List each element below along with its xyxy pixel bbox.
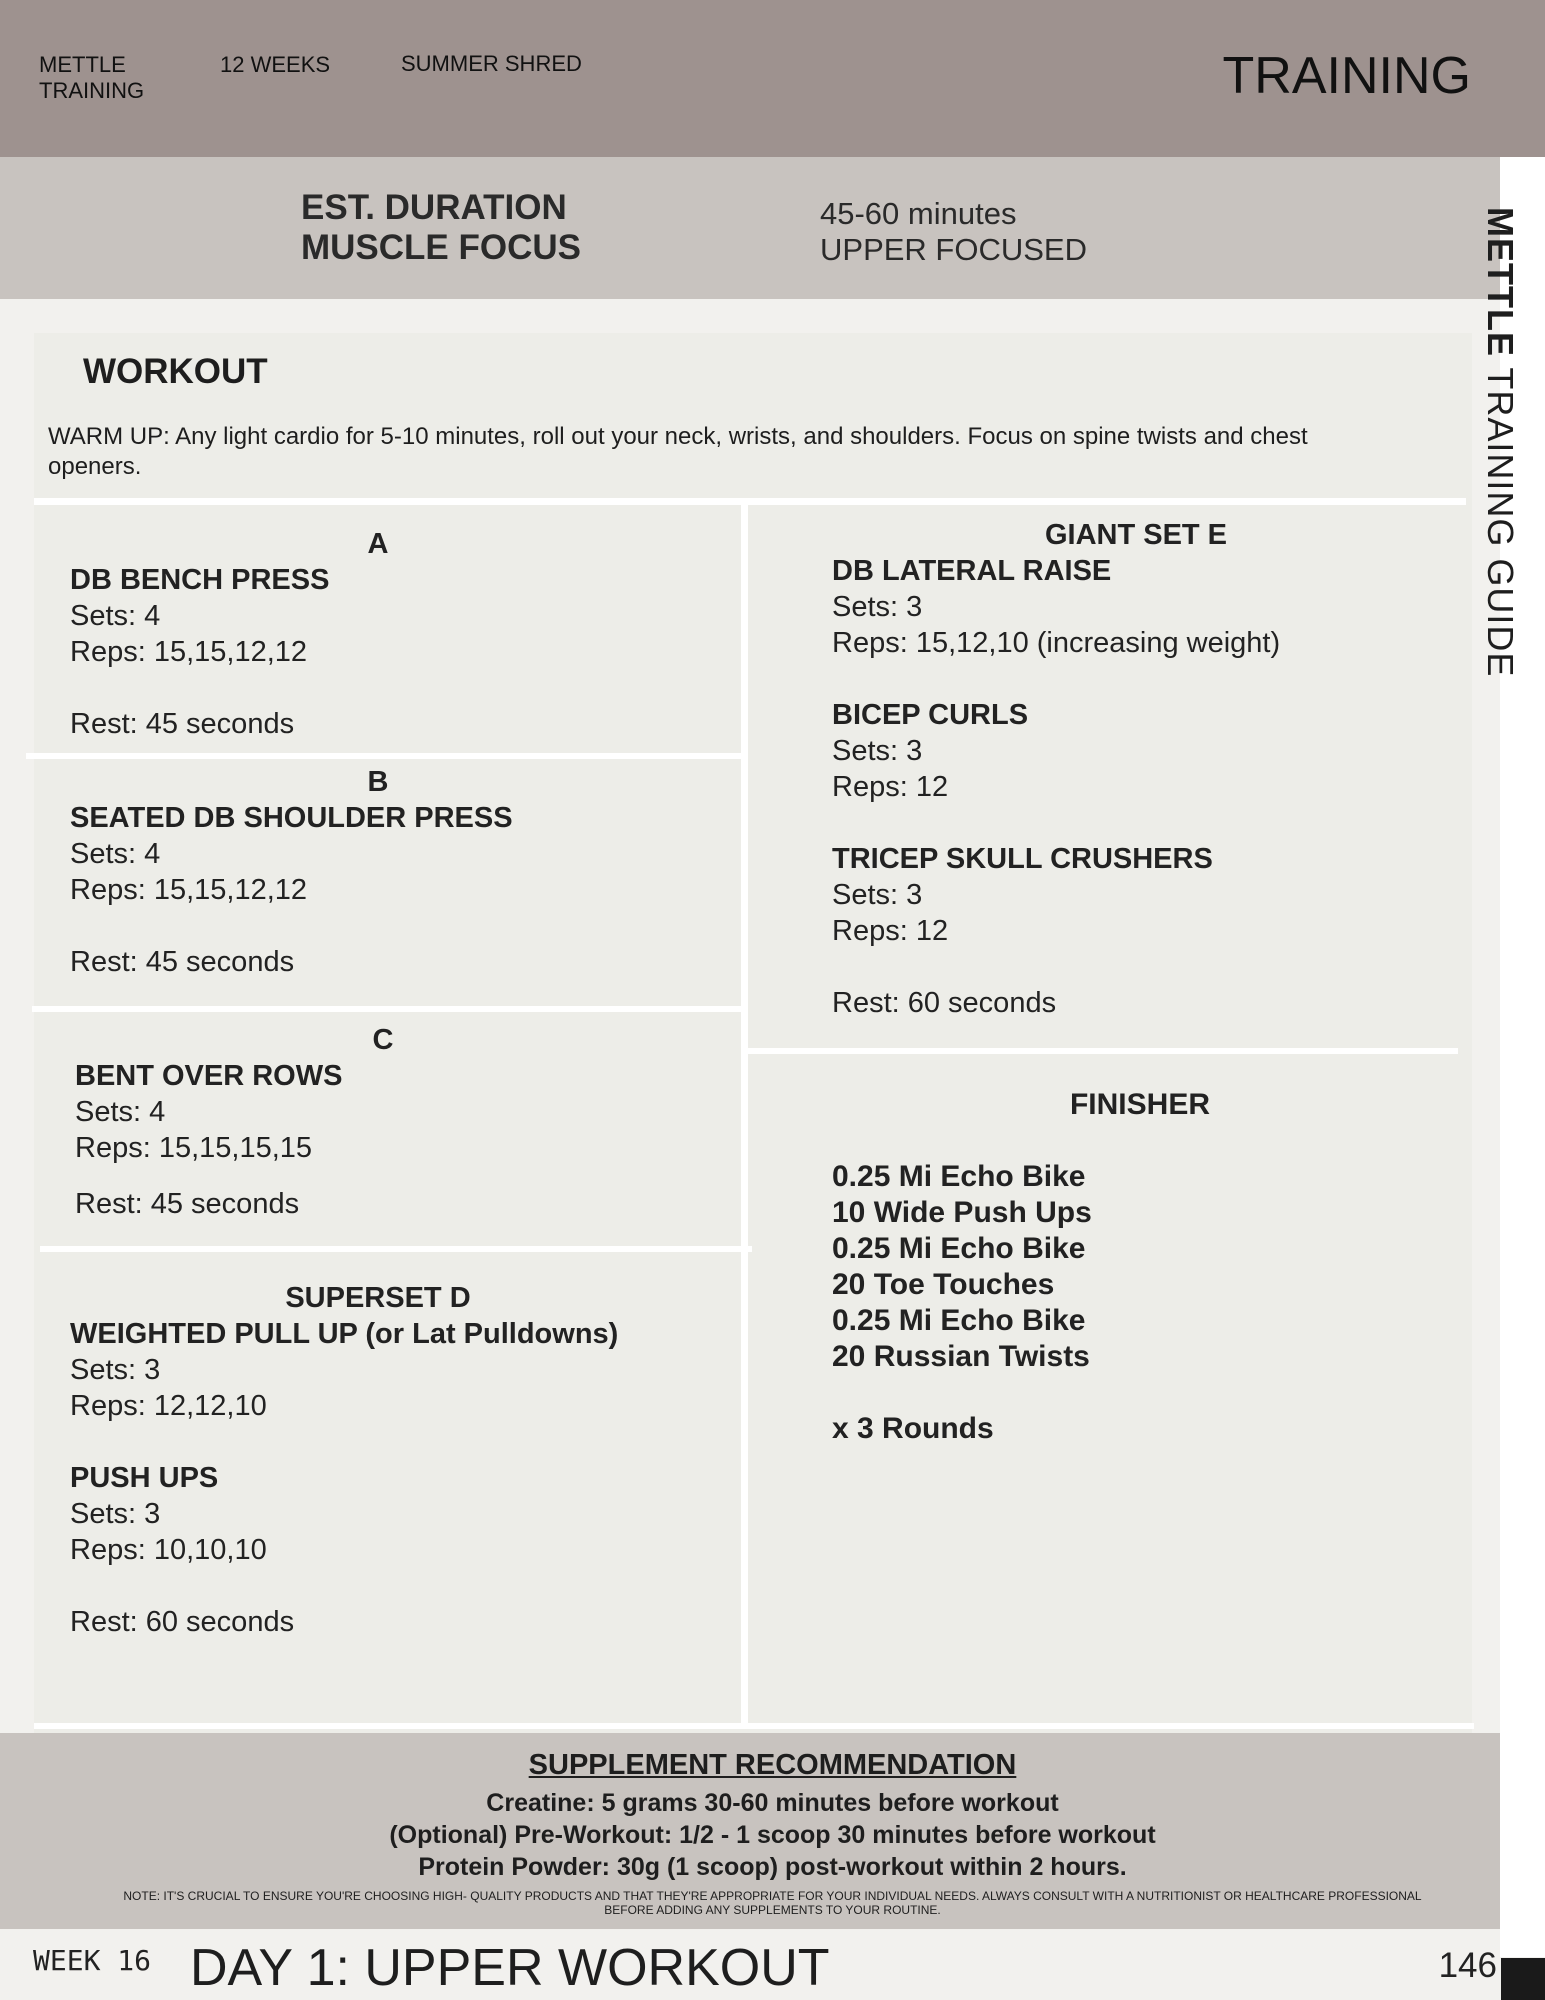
workout-title: WORKOUT bbox=[83, 352, 268, 391]
exercise-reps: Reps: 15,15,15,15 bbox=[75, 1132, 313, 1164]
exercise-block-a bbox=[70, 526, 710, 742]
exercise-name: DB BENCH PRESS bbox=[70, 564, 330, 596]
block-label: B bbox=[367, 766, 389, 798]
finisher-item: 20 Russian Twists bbox=[832, 1340, 1090, 1373]
duration-value: 45-60 minutes bbox=[820, 196, 1017, 231]
divider-bottom bbox=[34, 1723, 1474, 1729]
supplement-line: (Optional) Pre-Workout: 1/2 - 1 scoop 30 minutes before workout bbox=[389, 1821, 1156, 1849]
corner-tab bbox=[1501, 1958, 1545, 2000]
finisher-rounds: x 3 Rounds bbox=[832, 1412, 994, 1445]
supplement-title: SUPPLEMENT RECOMMENDATION bbox=[528, 1749, 1017, 1781]
supplement-line: Protein Powder: 30g (1 scoop) post-workout within 2 hours. bbox=[418, 1853, 1127, 1881]
day-title: DAY 1: UPPER WORKOUT bbox=[190, 1939, 830, 1997]
exercise-sets: Sets: 3 bbox=[832, 591, 923, 623]
side-guide-label bbox=[1479, 207, 1521, 677]
finisher-block bbox=[832, 1087, 1452, 1447]
finisher-item: 0.25 Mi Echo Bike bbox=[832, 1232, 1086, 1265]
program-length: 12 WEEKS bbox=[220, 52, 331, 77]
exercise-rest: Rest: 60 seconds bbox=[70, 1606, 295, 1638]
exercise-reps: Reps: 12 bbox=[832, 771, 949, 803]
page-section-title: TRAINING bbox=[1222, 47, 1471, 105]
block-label: C bbox=[372, 1024, 394, 1056]
exercise-sets: Sets: 3 bbox=[832, 735, 923, 767]
exercise-sets: Sets: 4 bbox=[70, 600, 161, 632]
side-label-rest: TRAINING GUIDE bbox=[1480, 356, 1521, 678]
finisher-item: 0.25 Mi Echo Bike bbox=[832, 1160, 1086, 1193]
exercise-name: TRICEP SKULL CRUSHERS bbox=[832, 843, 1213, 875]
exercise-sets: Sets: 4 bbox=[75, 1096, 166, 1128]
supplement-line: Creatine: 5 grams 30-60 minutes before workout bbox=[486, 1789, 1059, 1817]
summary-labels bbox=[301, 188, 581, 268]
exercise-name: WEIGHTED PULL UP (or Lat Pulldowns) bbox=[70, 1318, 619, 1350]
exercise-rest: Rest: 60 seconds bbox=[832, 987, 1057, 1019]
finisher-item: 0.25 Mi Echo Bike bbox=[832, 1304, 1086, 1337]
exercise-name: BICEP CURLS bbox=[832, 699, 1029, 731]
exercise-reps: Reps: 12 bbox=[832, 915, 949, 947]
exercise-block-b bbox=[70, 764, 710, 980]
exercise-reps: Reps: 15,15,12,12 bbox=[70, 636, 308, 668]
warmup-text: WARM UP: Any light cardio for 5-10 minutes, roll out your neck, wrists, and shoulders. Focus on spine twists and chest openers. bbox=[48, 423, 1308, 480]
exercise-rest: Rest: 45 seconds bbox=[70, 946, 295, 978]
exercise-rest: Rest: 45 seconds bbox=[75, 1188, 300, 1220]
side-label-bold: METTLE bbox=[1480, 207, 1521, 357]
week-indicator: WEEK 16 bbox=[33, 1944, 152, 1977]
exercise-block-c bbox=[75, 1022, 715, 1222]
divider-c-d bbox=[40, 1246, 752, 1252]
program-name: SUMMER SHRED bbox=[401, 51, 582, 76]
divider-b-c bbox=[32, 1006, 741, 1012]
summary-band bbox=[0, 157, 1500, 299]
exercise-name: SEATED DB SHOULDER PRESS bbox=[70, 802, 513, 834]
exercise-sets: Sets: 4 bbox=[70, 838, 161, 870]
page-number: 146 bbox=[1438, 1946, 1497, 1985]
divider-vertical bbox=[741, 505, 748, 1723]
block-label: GIANT SET E bbox=[1044, 519, 1228, 551]
exercise-name: BENT OVER ROWS bbox=[75, 1060, 343, 1092]
exercise-reps: Reps: 10,10,10 bbox=[70, 1534, 267, 1566]
divider-e-finisher bbox=[748, 1048, 1458, 1054]
exercise-sets: Sets: 3 bbox=[70, 1498, 161, 1530]
giant-set-block-e bbox=[832, 517, 1452, 1021]
finisher-label: FINISHER bbox=[1069, 1088, 1210, 1121]
brand-name: METTLE TRAINING bbox=[39, 52, 145, 103]
exercise-reps: Reps: 12,12,10 bbox=[70, 1390, 267, 1422]
exercise-name: PUSH UPS bbox=[70, 1462, 219, 1494]
divider-top bbox=[34, 498, 1466, 505]
block-label: SUPERSET D bbox=[285, 1282, 471, 1314]
focus-label: MUSCLE FOCUS bbox=[301, 228, 581, 267]
exercise-name: DB LATERAL RAISE bbox=[832, 555, 1112, 587]
divider-a-b bbox=[26, 753, 741, 759]
finisher-item: 20 Toe Touches bbox=[832, 1268, 1055, 1301]
summary-values bbox=[820, 196, 1087, 268]
exercise-reps: Reps: 15,15,12,12 bbox=[70, 874, 308, 906]
exercise-rest: Rest: 45 seconds bbox=[70, 708, 295, 740]
focus-value: UPPER FOCUSED bbox=[820, 232, 1087, 267]
duration-label: EST. DURATION bbox=[301, 188, 567, 227]
exercise-reps: Reps: 15,12,10 (increasing weight) bbox=[832, 627, 1281, 659]
supplement-section bbox=[0, 1733, 1500, 1929]
exercise-sets: Sets: 3 bbox=[832, 879, 923, 911]
superset-block-d bbox=[70, 1280, 730, 1640]
block-label: A bbox=[367, 528, 389, 560]
exercise-sets: Sets: 3 bbox=[70, 1354, 161, 1386]
finisher-item: 10 Wide Push Ups bbox=[832, 1196, 1092, 1229]
supplement-note: NOTE: IT'S CRUCIAL TO ENSURE YOU'RE CHOOSING HIGH- QUALITY PRODUCTS AND THAT THEY'RE APPROPRIATE FOR YOUR INDIVIDUAL NEEDS. ALWAYS CONSULT WITH A NUTRITIONIST OR HEALTHCARE PROFESSIONAL BEFORE ADDING ANY SUPPLEMENTS TO YOUR ROUTINE. bbox=[123, 1889, 1422, 1917]
